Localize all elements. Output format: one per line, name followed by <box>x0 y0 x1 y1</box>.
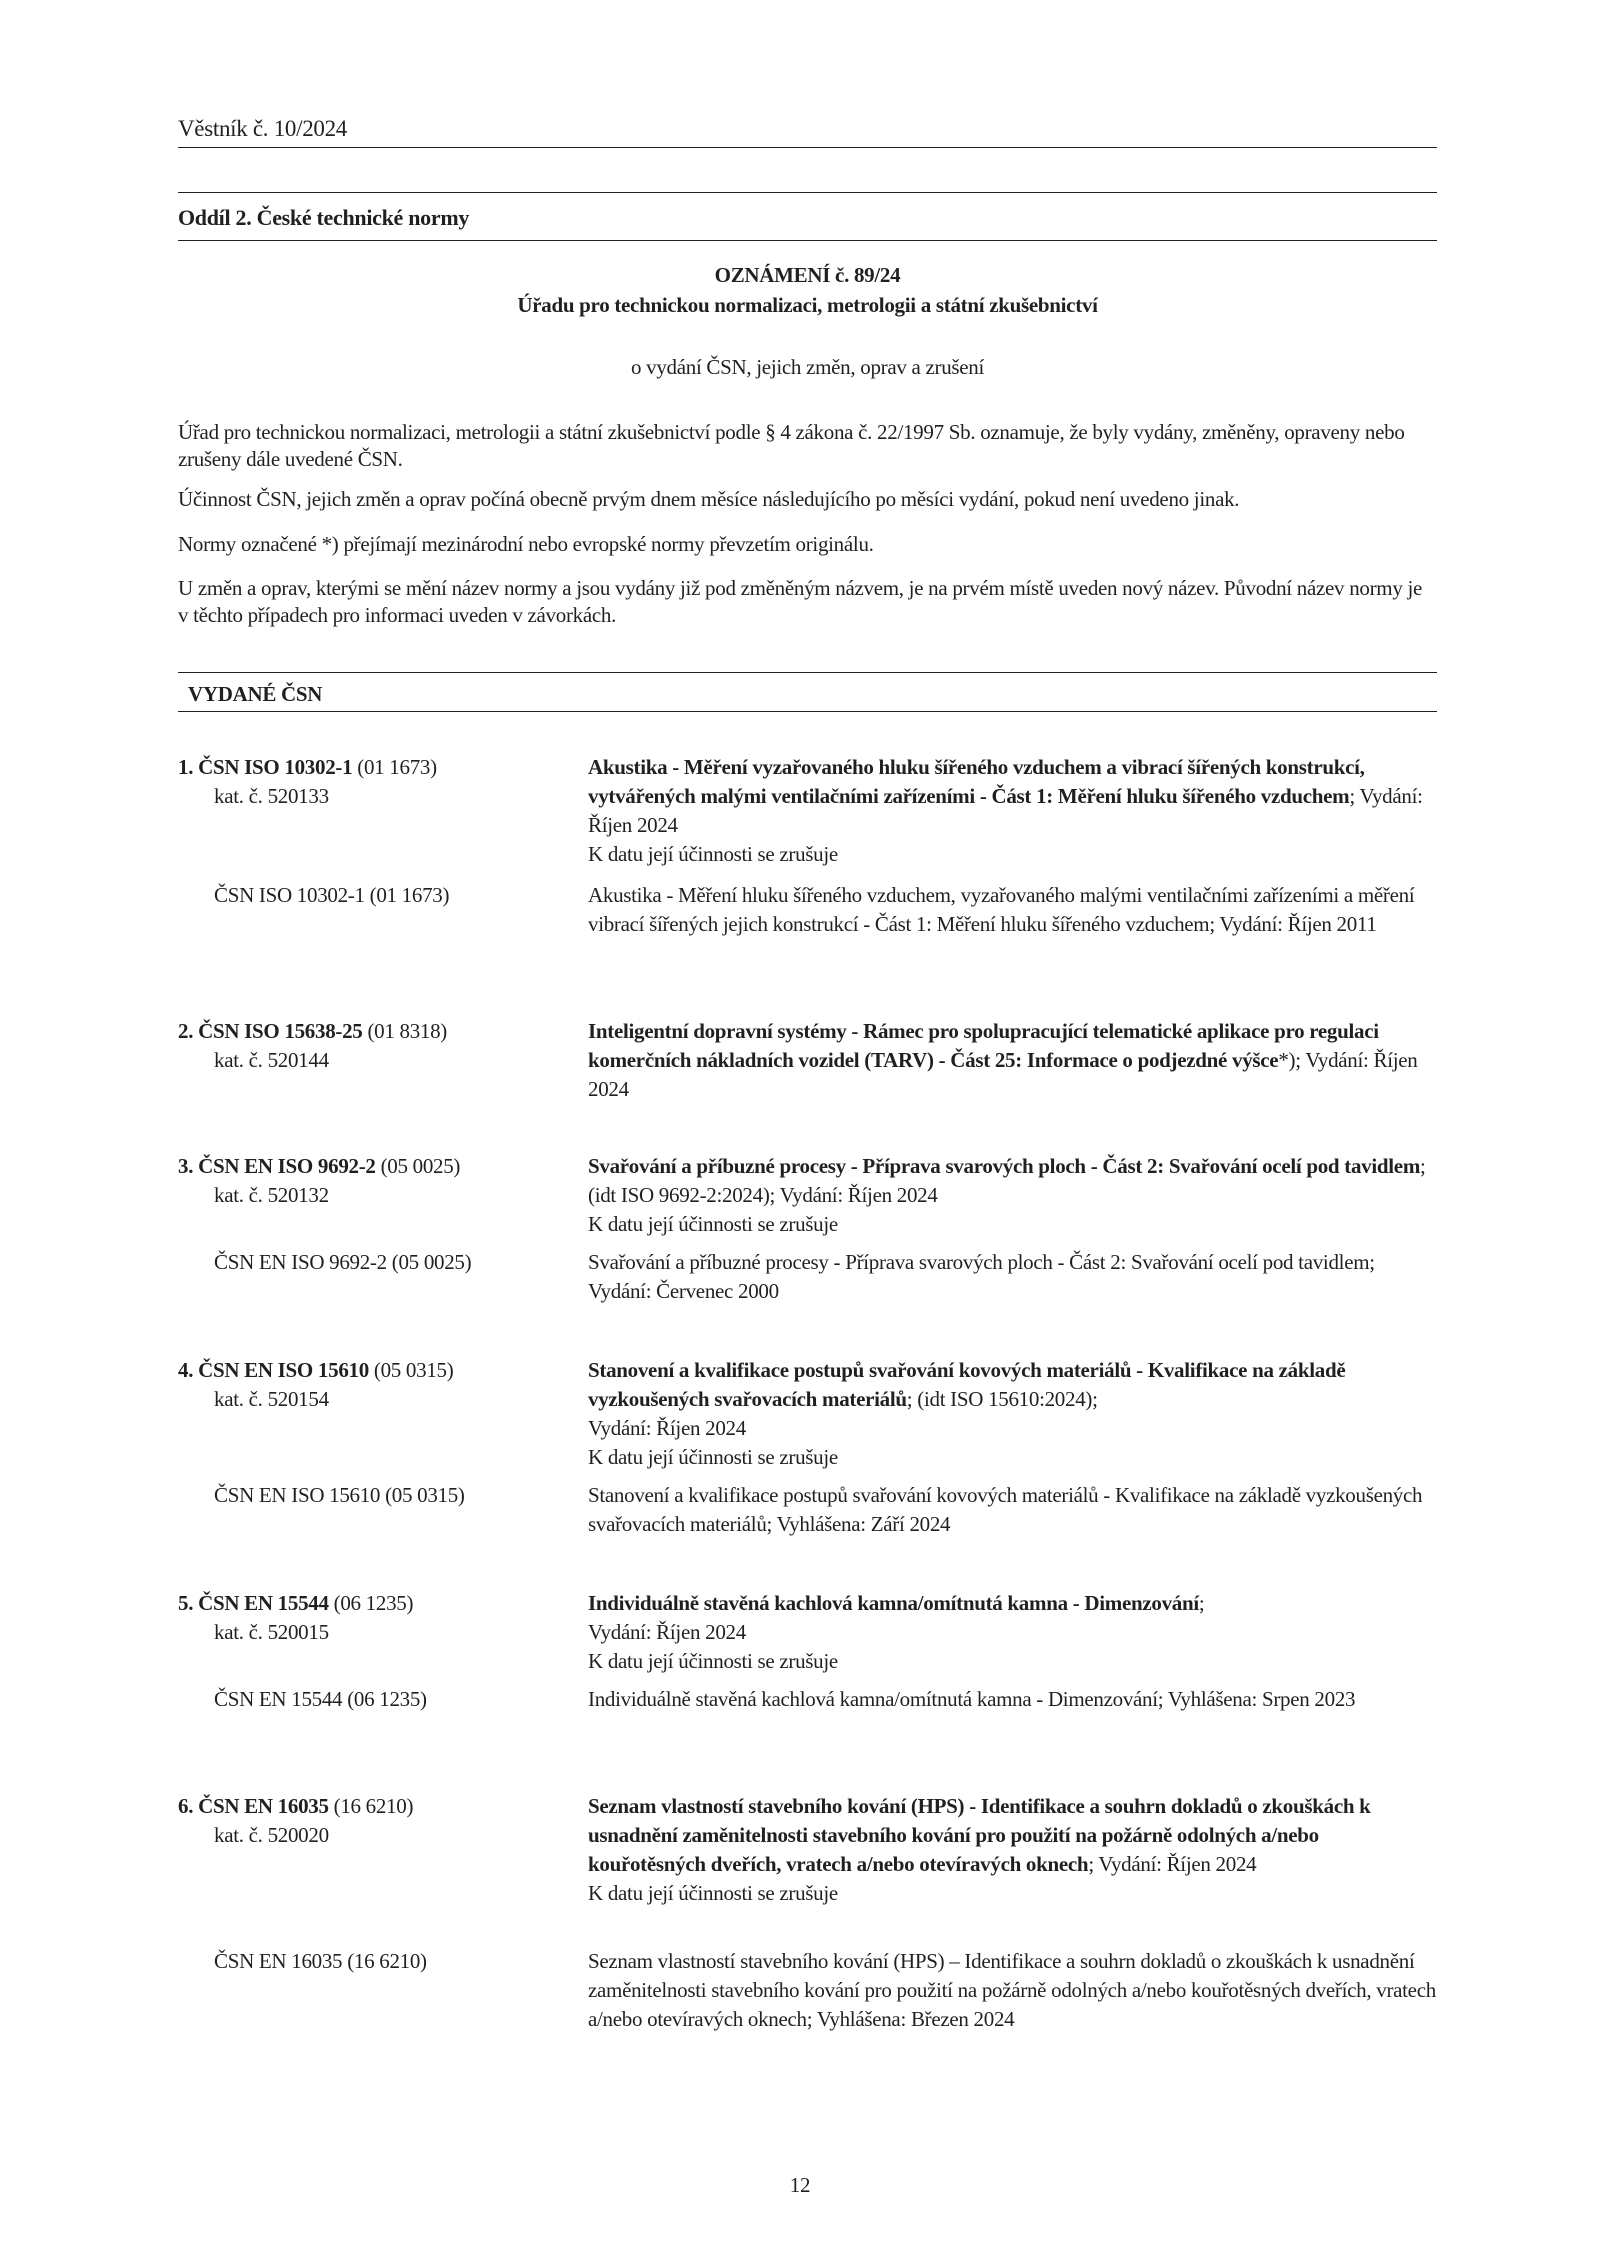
norm-title-rest: *); Vydání: Říjen 2024 <box>588 1048 1418 1101</box>
catalog-number: kat. č. 520154 <box>214 1387 329 1411</box>
replaced-norm-title: Individuálně stavěná kachlová kamna/omítnutá kamna - Dimenzování; Vyhlášena: Srpen 2023 <box>588 1687 1356 1711</box>
replaced-norm-title: Akustika - Měření hluku šířeného vzduchem, vyzařovaného malými ventilačními zařízeními a měření vibrací šířených jejich konstrukcí - Část 1: Měření hluku šířeného vzduchem; Vydání: Říjen 2011 <box>588 883 1415 936</box>
running-header: Věstník č. 10/2024 <box>178 116 347 141</box>
section-title: Oddíl 2. České technické normy <box>178 205 470 230</box>
divider <box>178 672 1437 673</box>
intro-paragraph: Normy označené *) přejímají mezinárodní nebo evropské normy převzetím originálu. <box>178 532 874 556</box>
catalog-number: kat. č. 520144 <box>214 1048 329 1072</box>
norm-title-rest: ; Vydání: Říjen 2024 <box>1088 1852 1257 1876</box>
issue-date: Vydání: Říjen 2024 <box>588 1416 746 1440</box>
norm-identifier <box>178 1017 568 1075</box>
catalog-number: kat. č. 520015 <box>214 1620 329 1644</box>
replaced-norm-title: Seznam vlastností stavebního kování (HPS) – Identifikace a souhrn dokladů o zkouškách k usnadnění zaměnitelnosti stavebního kování pro použití na požárně odolných a/nebo kouřotěsných dveřích, vratech a/nebo otevíravých oknech; Vyhlášena: Březen 2024 <box>588 1949 1436 2031</box>
norm-title-bold: Svařování a příbuzné procesy - Příprava svarových ploch - Část 2: Svařování ocelí pod tavidlem <box>588 1154 1421 1178</box>
norm-title-rest: ; <box>1198 1591 1205 1615</box>
norm-title <box>588 753 1440 869</box>
catalog-number: kat. č. 520133 <box>214 784 329 808</box>
norm-title <box>588 1152 1440 1239</box>
divider <box>178 711 1437 712</box>
catalog-number: kat. č. 520020 <box>214 1823 329 1847</box>
norm-identifier <box>178 1589 568 1647</box>
replaced-norm-code: ČSN ISO 10302-1 (01 1673) <box>214 883 450 907</box>
withdrawal-note: K datu její účinnosti se zrušuje <box>588 1445 838 1469</box>
norm-title-bold: Seznam vlastností stavebního kování (HPS) - Identifikace a souhrn dokladů o zkouškách k usnadnění zaměnitelnosti stavebního kování pro použití na požárně odolných a/nebo kouřotěsných dveřích, vratech a/nebo otevíravých oknech <box>588 1794 1371 1876</box>
withdrawal-note: K datu její účinnosti se zrušuje <box>588 1649 838 1673</box>
norm-title-rest: ; Vydání: Říjen 2024 <box>588 784 1423 837</box>
replaced-norm-code: ČSN EN ISO 9692-2 (05 0025) <box>214 1250 472 1274</box>
withdrawal-note: K datu její účinnosti se zrušuje <box>588 1212 838 1236</box>
norm-code: 5. ČSN EN 15544 <box>178 1591 329 1615</box>
norm-title <box>588 1356 1440 1472</box>
withdrawal-note: K datu její účinnosti se zrušuje <box>588 842 838 866</box>
norm-code: 4. ČSN EN ISO 15610 <box>178 1358 369 1382</box>
norm-identifier <box>178 1792 568 1850</box>
norm-code: 2. ČSN ISO 15638-25 <box>178 1019 363 1043</box>
issue-date: Vydání: Říjen 2024 <box>588 1620 746 1644</box>
intro-paragraph: Úřad pro technickou normalizaci, metrologii a státní zkušebnictví podle § 4 zákona č. 22/1997 Sb. oznamuje, že byly vydány, změněny, opraveny nebo zrušeny dále uvedené ČSN. <box>178 420 1405 471</box>
divider <box>178 192 1437 193</box>
replaced-norm-title: Svařování a příbuzné procesy - Příprava svarových ploch - Část 2: Svařování ocelí pod tavidlem; Vydání: Červenec 2000 <box>588 1250 1375 1303</box>
list-heading: VYDANÉ ČSN <box>188 682 323 706</box>
intro-paragraph: Účinnost ČSN, jejich změn a oprav počíná obecně prvým dnem měsíce následujícího po měsíci vydání, pokud není uvedeno jinak. <box>178 487 1240 511</box>
norm-identifier <box>178 1356 568 1414</box>
catalog-number: kat. č. 520132 <box>214 1183 329 1207</box>
norm-identifier <box>178 753 568 811</box>
replaced-norm-code: ČSN EN 15544 (06 1235) <box>214 1687 427 1711</box>
norm-title <box>588 1792 1440 1908</box>
norm-title-bold: Stanovení a kvalifikace postupů svařování kovových materiálů - Kvalifikace na základě vyzkoušených svařovacích materiálů <box>588 1358 1346 1411</box>
norm-class: (05 0315) <box>368 1358 454 1382</box>
replaced-norm-code: ČSN EN ISO 15610 (05 0315) <box>214 1483 465 1507</box>
withdrawal-note: K datu její účinnosti se zrušuje <box>588 1881 838 1905</box>
intro-paragraph: U změn a oprav, kterými se mění název normy a jsou vydány již pod změněným názvem, je na prvém místě uveden nový název. Původní název normy je v těchto případech pro informaci uveden v závorkách. <box>178 576 1423 627</box>
replaced-norm-code: ČSN EN 16035 (16 6210) <box>214 1949 427 1973</box>
norm-title-rest: ; (idt ISO 9692-2:2024); Vydání: Říjen 2024 <box>588 1154 1426 1207</box>
norm-identifier <box>178 1152 568 1210</box>
norm-title-rest: ; (idt ISO 15610:2024); <box>906 1387 1098 1411</box>
norm-title-bold: Individuálně stavěná kachlová kamna/omítnutá kamna - Dimenzování <box>588 1591 1199 1615</box>
norm-code: 6. ČSN EN 16035 <box>178 1794 329 1818</box>
norm-title <box>588 1589 1440 1676</box>
norm-title <box>588 1017 1440 1104</box>
norm-title-bold: Inteligentní dopravní systémy - Rámec pro spolupracující telematické aplikace pro regulaci komerčních nákladních vozidel (TARV) - Část 25: Informace o podjezdné výšce <box>588 1019 1379 1072</box>
notice-number: OZNÁMENÍ č. 89/24 <box>714 263 901 287</box>
norm-class: (01 1673) <box>352 755 437 779</box>
norm-class: (06 1235) <box>328 1591 414 1615</box>
norm-title-bold: Akustika - Měření vyzařovaného hluku šířeného vzduchem a vibrací šířených konstrukcí, vytvářených malými ventilačními zařízeními - Část 1: Měření hluku šířeného vzduchem <box>588 755 1365 808</box>
page-number: 12 <box>789 2173 811 2197</box>
norm-class: (01 8318) <box>362 1019 447 1043</box>
notice-issuer: Úřadu pro technickou normalizaci, metrologii a státní zkušebnictví <box>517 293 1098 317</box>
norm-code: 1. ČSN ISO 10302-1 <box>178 755 353 779</box>
replaced-norm-title: Stanovení a kvalifikace postupů svařování kovových materiálů - Kvalifikace na základě vyzkoušených svařovacích materiálů; Vyhlášena: Září 2024 <box>588 1483 1423 1536</box>
notice-subject: o vydání ČSN, jejich změn, oprav a zrušení <box>630 355 985 379</box>
divider <box>178 240 1437 241</box>
norm-class: (16 6210) <box>328 1794 414 1818</box>
norm-code: 3. ČSN EN ISO 9692-2 <box>178 1154 376 1178</box>
divider <box>178 147 1437 148</box>
norm-class: (05 0025) <box>375 1154 461 1178</box>
